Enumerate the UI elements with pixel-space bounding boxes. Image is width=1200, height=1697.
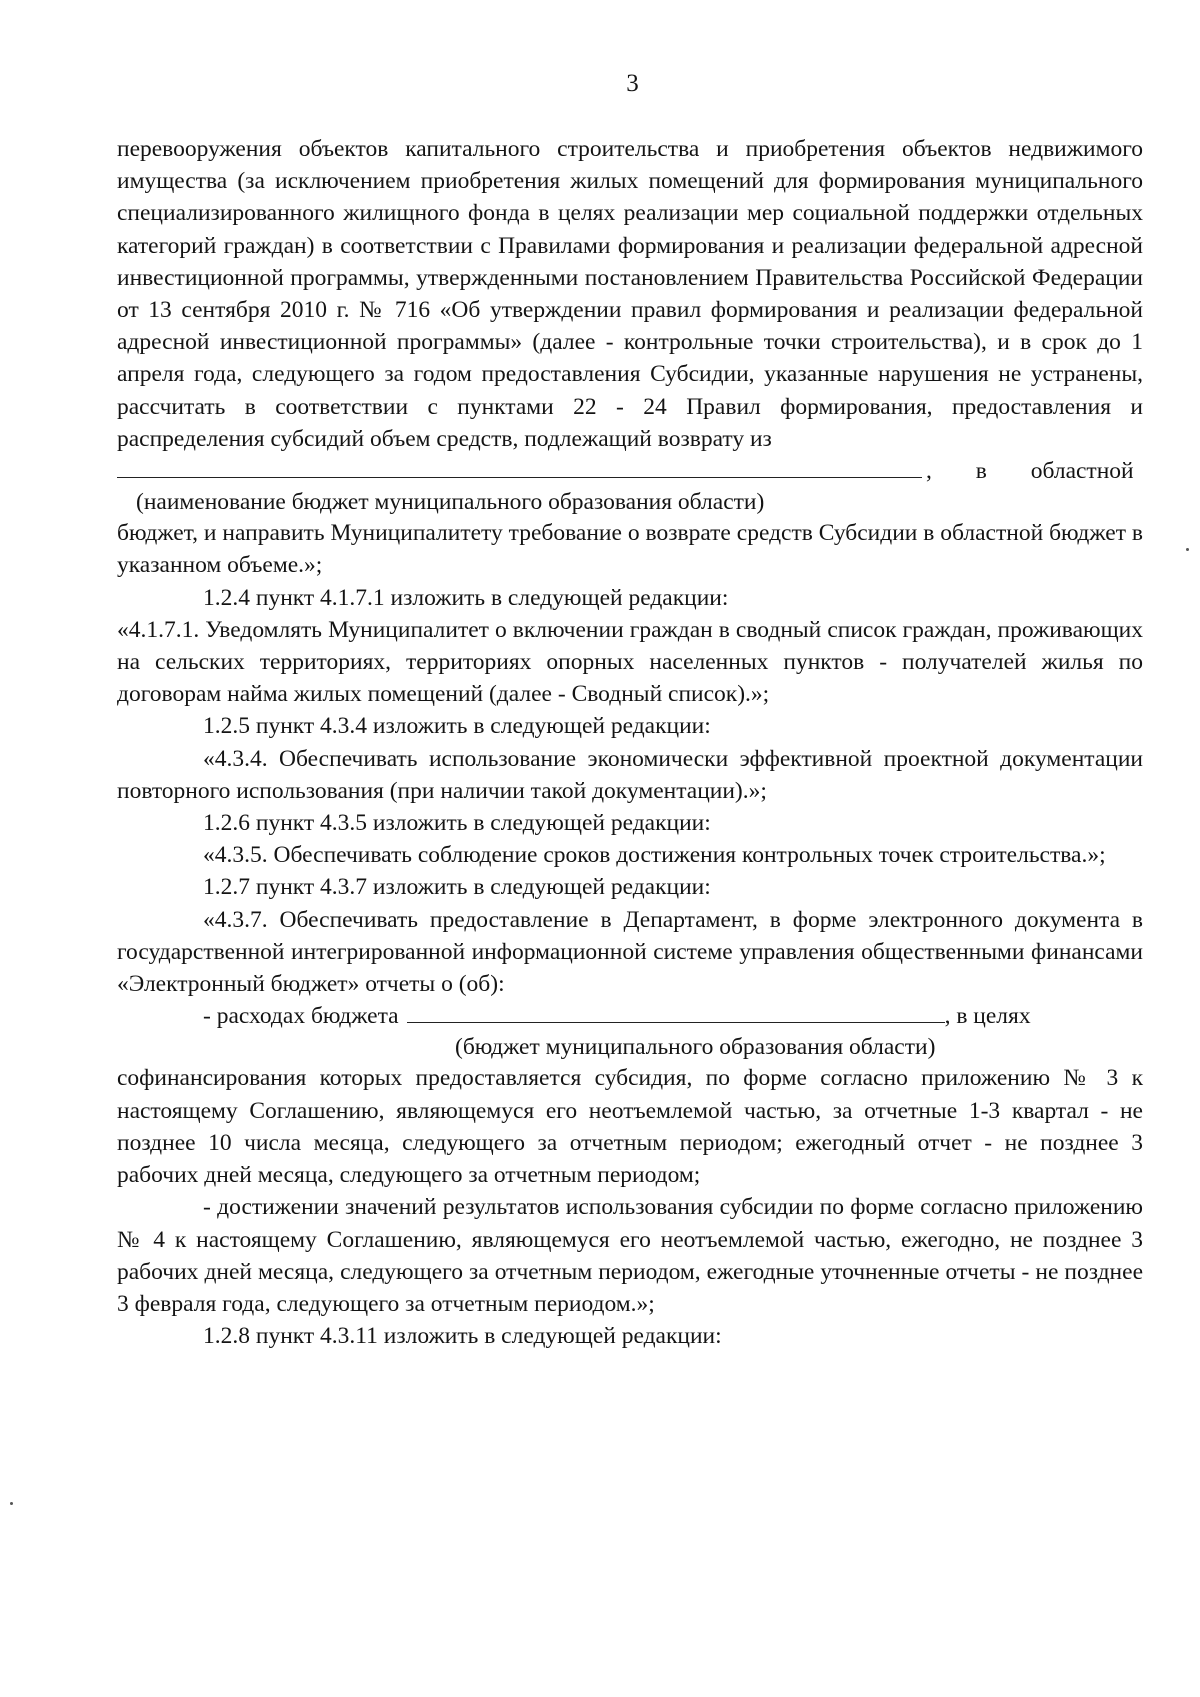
- scan-speck: [1186, 548, 1189, 551]
- caption-budget: (бюджет муниципального образования области): [455, 1034, 936, 1061]
- paragraph-9: 1.2.7 пункт 4.3.7 изложить в следующей редакции:: [203, 874, 711, 901]
- page-number: 3: [626, 70, 639, 97]
- budget-expenses-row: [117, 1000, 1143, 1032]
- paragraph-14: 1.2.8 пункт 4.3.11 изложить в следующей редакции:: [203, 1323, 722, 1350]
- paragraph-13: - достижении значений результатов использования субсидии по форме согласно приложению № 4 к настоящему Соглашению, являющемуся его неотъемлемой частью, ежегодно, не позднее 3 рабочих дней месяца, следующего за отчетным периодом, ежегодные уточненные отчеты - не позднее 3 февраля года, следующего за отчетным периодом.»;: [117, 1194, 1143, 1317]
- paragraph-3: 1.2.4 пункт 4.1.7.1 изложить в следующей редакции:: [203, 584, 729, 611]
- blank-field-budget: [407, 1000, 945, 1023]
- paragraph-6: «4.3.4. Обеспечивать использование экономически эффективной проектной документации повторного использования (при наличии такой документации).»;: [117, 745, 1143, 804]
- caption-municipal-budget: (наименование бюджет муниципального образования области): [136, 489, 765, 516]
- paragraph-10: «4.3.7. Обеспечивать предоставление в Департамент, в форме электронного документа в государственной интегрированной информационной системе управления общественными финансами «Электронный бюджет» отчеты о (об):: [117, 906, 1143, 998]
- paragraph-1: перевооружения объектов капитального строительства и приобретения объектов недвижимого имущества (за исключением приобретения жилых помещений для формирования муниципального специализированного жилищного фонда в целях реализации мер социальной поддержки отдельных категорий граждан) в соответствии с Правилами формирования и реализации федеральной адресной инвестиционной программы, утвержденными постановлением Правительства Российской Федерации от 13 сентября 2010 г. № 716 «Об утверждении правил формирования и реализации федеральной адресной инвестиционной программы» (далее - контрольные точки строительства), и в срок до 1 апреля года, следующего за годом предоставления Субсидии, указанные нарушения не устранены, рассчитать в соответствии с пунктами 22 - 24 Правил формирования, предоставления и распределения субсидий объем средств, подлежащий возврату из: [117, 136, 1143, 452]
- blank-field-municipal-budget: [117, 455, 922, 478]
- paragraph-5: 1.2.5 пункт 4.3.4 изложить в следующей редакции:: [203, 713, 711, 740]
- blank-line-row: [117, 455, 1143, 487]
- paragraph-8: «4.3.5. Обеспечивать соблюдение сроков достижения контрольных точек строительства.»;: [203, 842, 1106, 869]
- paragraph-7: 1.2.6 пункт 4.3.5 изложить в следующей редакции:: [203, 810, 711, 837]
- budget-expenses-label: - расходах бюджета: [203, 1003, 399, 1030]
- budget-expenses-tail: , в целях: [944, 1003, 1031, 1030]
- paragraph-4: «4.1.7.1. Уведомлять Муниципалитет о включении граждан в сводный список граждан, проживающих на сельских территориях, территориях опорных населенных пунктов - получателей жилья по договорам найма жилых помещений (далее - Сводный список).»;: [117, 616, 1143, 708]
- blank-line-tail: [922, 455, 1143, 487]
- paragraph-12: софинансирования которых предоставляется субсидия, по форме согласно приложению № 3 к настоящему Соглашению, являющемуся его неотъемлемой частью, за отчетные 1-3 квартал - не позднее 10 числа месяца, следующего за отчетным периодом; ежегодный отчет - не позднее 3 рабочих дней месяца, следующего за отчетным периодом;: [117, 1065, 1143, 1189]
- document-body: [117, 133, 1143, 1352]
- tail-text: , в областной: [926, 458, 1134, 485]
- paragraph-2: бюджет, и направить Муниципалитету требование о возврате средств Субсидии в областной бюджет в указанном объеме.»;: [117, 520, 1143, 579]
- scan-speck: [10, 1502, 13, 1505]
